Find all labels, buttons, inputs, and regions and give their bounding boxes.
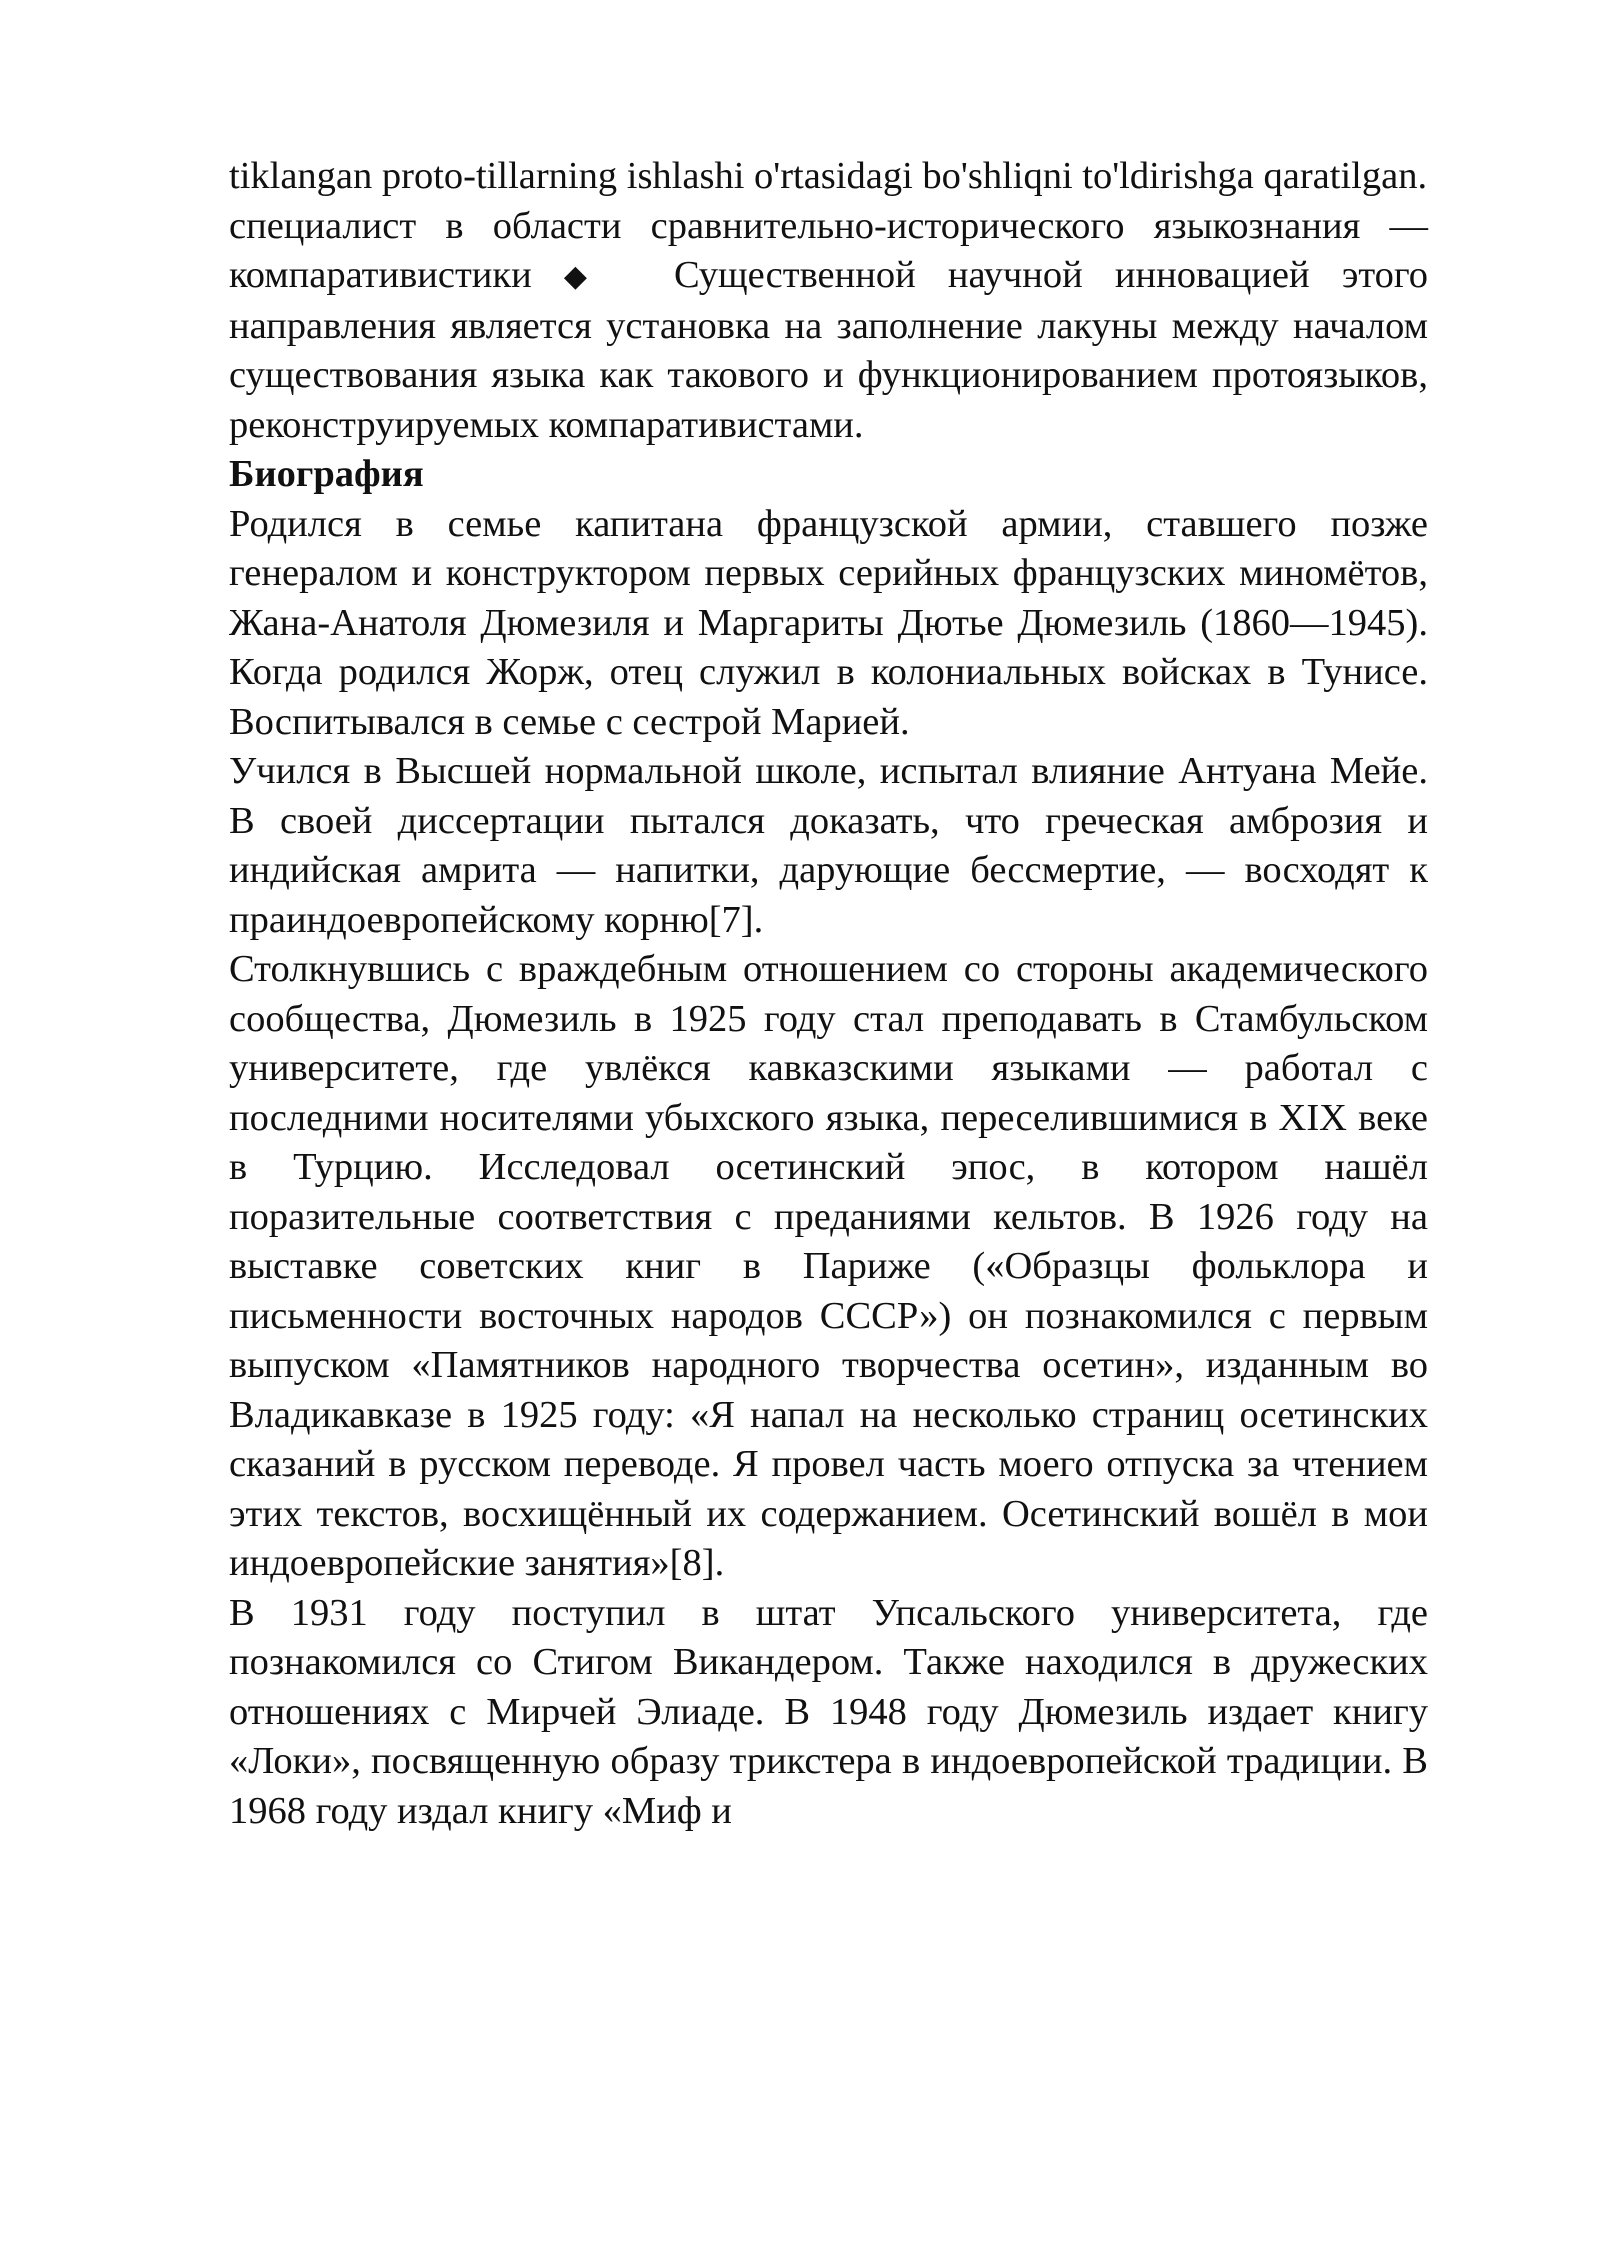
paragraph-uppsala: В 1931 году поступил в штат Упсальского университета, где познакомился со Стигом Викандером. Также находился в дружеских отношениях с Мирчей Элиаде. В 1948 году Дюмезиль издает книгу «Локи», посвященную образу трикстера в индоевропейской традиции. В 1968 году издал книгу «Миф и bbox=[229, 1591, 1428, 1832]
intro-russian-text bbox=[229, 202, 1428, 451]
intro-russian-part-1: специалист в области сравнительно-исторического языкознания — компаративистики bbox=[229, 204, 1428, 296]
document-page bbox=[229, 152, 1428, 1836]
paragraph-istanbul: Столкнувшись с враждебным отношением со стороны академического сообщества, Дюмезиль в 1925 году стал преподавать в Стамбульском университете, где увлёкся кавказскими языками — работал с последними носителями убыхского языка, переселившимися в XIX веке в Турцию. Исследовал осетинский эпос, в котором нашёл поразительные соответствия с преданиями кельтов. В 1926 году на выставке советских книг в Париже («Образцы фольклора и письменности восточных народов СССР») он познакомился с первым выпуском «Памятников народного творчества осетин», изданным во Владикавказе в 1925 году: «Я напал на несколько страниц осетинских сказаний в русском переводе. Я провел часть моего отпуска за чтением этих текстов, восхищённый их содержанием. Осетинский вошёл в мои индоевропейские занятия»[8]. bbox=[229, 948, 1428, 1584]
biography-heading: Биография bbox=[229, 453, 424, 495]
intro-russian-part-2: Существенной научной инновацией этого направления является установка на заполнение лакуны между началом существования языка как такового и функционированием протоязыков, реконструируемых компаративистами. bbox=[229, 254, 1428, 446]
diamond-bullet-icon: ◆ bbox=[563, 259, 610, 294]
paragraph-education: Учился в Высшей нормальной школе, испытал влияние Антуана Мейе. В своей диссертации пытался доказать, что греческая амброзия и индийская амрита — напитки, дарующие бессмертие, — восходят к праиндоевропейскому корню[7]. bbox=[229, 750, 1428, 941]
intro-uzbek-text: tiklangan proto-tillarning ishlashi o'rtasidagi bo'shliqni to'ldirishga qaratilgan. bbox=[229, 155, 1428, 197]
paragraph-birth: Родился в семье капитана французской армии, ставшего позже генералом и конструктором первых серийных французских миномётов, Жана-Анатоля Дюмезиля и Маргариты Дютье Дюмезиль (1860—1945). Когда родился Жорж, отец служил в колониальных войсках в Тунисе. Воспитывался в семье с сестрой Марией. bbox=[229, 502, 1428, 743]
